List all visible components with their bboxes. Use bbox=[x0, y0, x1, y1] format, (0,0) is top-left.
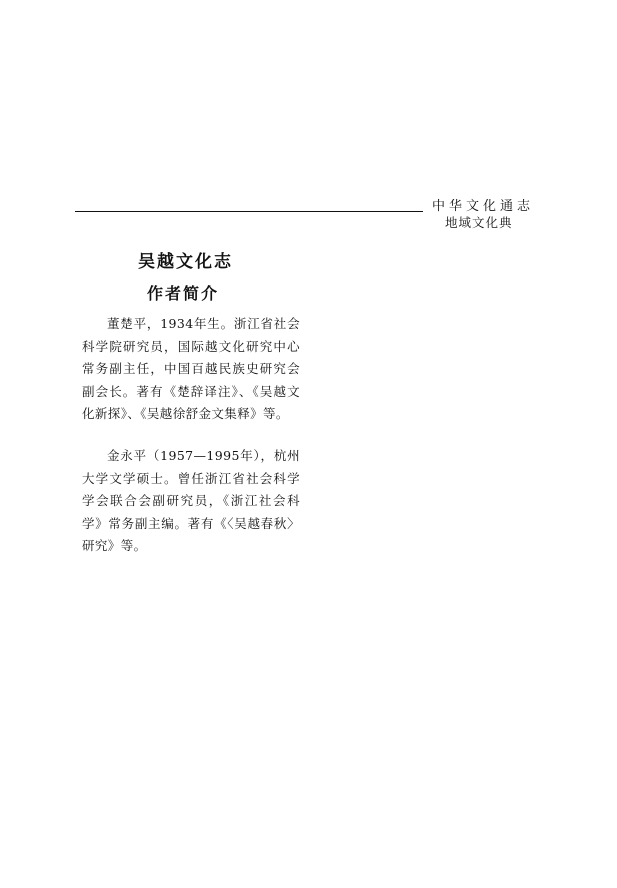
author-bio-jin-yongping: 金永平（1957—1995年），杭州大学文学硕士。曾任浙江省社会科学学会联合会副研究员，《浙江社会科学》常务副主编。著有《〈吴越春秋〉研究》等。 bbox=[82, 448, 300, 553]
series-subtitle: 地域文化典 bbox=[445, 215, 513, 230]
section-heading: 作者简介 bbox=[147, 284, 220, 303]
series-title: 中华文化通志 bbox=[432, 199, 535, 214]
book-title: 吴越文化志 bbox=[138, 252, 233, 272]
header-divider-line bbox=[75, 211, 423, 212]
author-bio-dong-chuping: 董楚平，1934年生。浙江省社会科学院研究员，国际越文化研究中心常务副主任，中国百越民族史研究会副会长。著有《楚辞译注》、《吴越文化新探》、《吴越徐舒金文集释》等。 bbox=[82, 316, 300, 421]
